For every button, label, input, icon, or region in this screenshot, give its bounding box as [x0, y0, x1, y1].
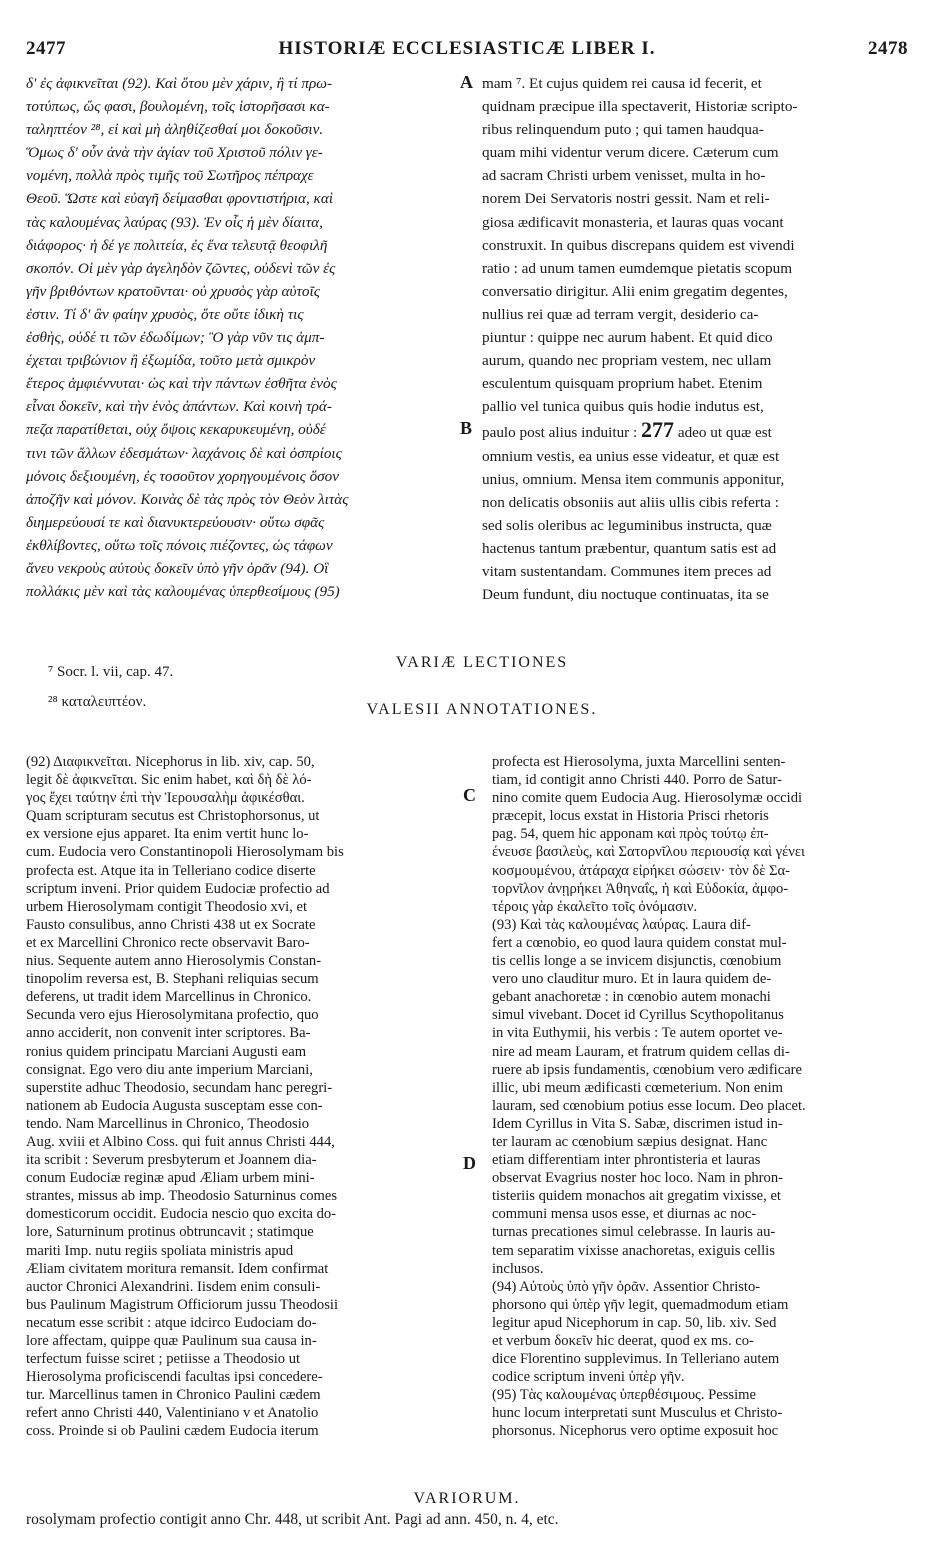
greek-text-line: ἄνευ νεκροὺς αὐτοὺς δοκεῖν ὑπὸ γῆν ὁρᾶν (94). Οἳ	[26, 559, 329, 577]
greek-text-line: ταληπτέον ²⁸, εἰ καὶ μὴ ἀληθίζεσθαί μοι δοκοῦσιν.	[26, 121, 324, 139]
annotation-line: Idem Cyrillus in Vita S. Sabæ, discrimen istud in-	[492, 1115, 783, 1132]
annotation-line: lore affectam, quippe quæ Paulinum sua causa in-	[26, 1333, 317, 1349]
annotation-line: strantes, missus ab imp. Theodosio Saturninus comes	[26, 1188, 338, 1205]
greek-text-line: τὰς καλουμένας λαύρας (93). Ἐν οἷς ἡ μὲν δίαιτα,	[26, 213, 323, 231]
annotation-line: tis cellis longe a se invicem disjunctis, cœnobium	[492, 953, 782, 970]
greek-text-line: διάφορος· ἡ δέ γε πολιτεία, ἐς ἕνα τελευτᾷ θεοφιλῆ	[26, 236, 328, 254]
margin-letter-c: C	[463, 785, 476, 805]
annotation-line: tendo. Nam Marcellinus in Chronico, Theodosio	[26, 1115, 310, 1132]
annotation-line: illic, ubi meum ædificasti cœmeterium. Non enim	[492, 1079, 784, 1096]
greek-text-line: πολλάκις μὲν καὶ τὰς καλουμένας ὑπερθεσίμους (95)	[26, 583, 340, 601]
page	[26, 38, 908, 1528]
variant-reading: ²⁸ καταλειπτέον.	[48, 694, 147, 710]
greek-text-line: Ὅμως δ' οὖν ἀνὰ τὴν ἁγίαν τοῦ Χριστοῦ πόλιν γε-	[26, 144, 323, 162]
annotation-line: τορνῖλον ἀνῃρήκει Ἀθηναΐς, ἡ καὶ Εὐδοκία, ἀμφο-	[492, 880, 789, 897]
main-text	[26, 72, 908, 632]
annotations	[26, 753, 908, 1440]
latin-text-line: sed solis oleribus ac leguminibus instructa, quæ	[482, 516, 772, 534]
annotation-line: legit δὲ ἀφικνεῖται. Sic enim habet, καὶ δὴ δὲ λό-	[26, 772, 312, 789]
annotation-line: etiam differentiam inter phrontisteria et lauras	[492, 1152, 761, 1169]
annotation-line: nationem ab Eudocia Augusta susceptam esse con-	[26, 1097, 323, 1114]
annotations-left-column	[26, 753, 454, 1441]
column-number: 277	[641, 418, 675, 443]
annotation-line: conum Eudociæ reginæ apud Æliam urbem mini-	[26, 1170, 315, 1187]
latin-text-line: conversatio dirigitur. Alii enim gregatim degentes,	[482, 282, 788, 300]
latin-text-line: nullius rei quæ ad terram vergit, desiderio ca-	[482, 305, 759, 323]
annotation-line: mariti Imp. nutu regiis spoliata ministris apud	[26, 1242, 294, 1259]
annotation-line: et ex Marcellini Chronico recte observavit Baro-	[26, 934, 310, 951]
greek-text-line: ἐσθὴς, οὐδέ τι τῶν ἐδωδίμων; Ὃ γὰρ νῦν τις ἀμπ-	[26, 329, 325, 347]
annotation-line: simul vivebant. Docet id Cyrillus Scythopolitanus	[492, 1007, 784, 1024]
annotation-line: inclusos.	[492, 1260, 544, 1277]
greek-text-line: γῆν βριθόντων κρατοῦνται· οὐ χρυσὸς γὰρ αὐτοῖς	[26, 282, 320, 300]
latin-text-line: norem Dei Servatoris nostri gessit. Nam et reli-	[482, 190, 770, 208]
annotation-line: lauram, sed cœnobium potius esse locum. Deo placet.	[492, 1097, 806, 1114]
latin-text-line: construxit. In quibus discrepans quidem est vivendi	[482, 236, 795, 254]
greek-text-line: έχεται τριβώνιον ἢ ἐξωμίδα, τοῦτο μετὰ σμικρὸν	[26, 352, 316, 370]
annotation-line: phorsono qui ὑπὲρ γῆν legit, quemadmodum etiam	[492, 1296, 789, 1313]
variae-lectiones-heading: VARIÆ LECTIONES	[395, 654, 569, 671]
annotation-line: tiam, id contigit anno Christi 440. Porro de Satur-	[492, 772, 782, 789]
annotation-line: tur. Marcellinus tamen in Chronico Paulini cædem	[26, 1387, 321, 1404]
annotation-line: γος ἔχει ταύτην ἐπὶ τὴν Ἱερουσαλὴμ ἀφικέσθαι.	[26, 790, 305, 807]
greek-text-line: εἶναι δοκεῖν, καὶ τὴν ἑνὸς ἁπάντων. Καὶ κοινὴ τρά-	[26, 398, 332, 416]
annotation-line: gebant anachoretæ : in cœnobio autem monachi	[492, 989, 771, 1006]
latin-text-line: mam ⁷. Et cujus quidem rei causa id fecerit, et	[482, 75, 762, 92]
annotation-line: terfectum fuisse sciret ; petiisse a Theodosio ut	[26, 1351, 301, 1368]
annotation-line: deferens, ut tradit idem Marcellinus in Chronico.	[26, 989, 312, 1006]
greek-text-line: ἕτερος ἀμφιέννυται· ὡς καὶ τὴν πάντων ἐσθῆτα ἑνὸς	[26, 375, 337, 393]
annotation-line: ex versione ejus apparet. Ita enim vertit hunc lo-	[26, 826, 309, 843]
annotation-line: fert a cœnobio, eo quod laura quidem constat mul-	[492, 934, 787, 951]
annotation-line: Aug. xviii et Albino Coss. qui fuit annus Christi 444,	[26, 1133, 335, 1150]
greek-text-line: ἀποζῆν καὶ μόνον. Κοινὰς δὲ τὰς πρὸς τὸν Θεὸν λιτὰς	[26, 490, 349, 508]
latin-text-line: ribus relinquendum puto ; qui tamen haudqua-	[482, 121, 764, 139]
annotation-line: nire ad meam Lauram, et fratrum quidem cellas di-	[492, 1043, 790, 1060]
annotation-line: ένευσε βασιλεὺς, καὶ Σατορνῖλου περιουσίᾳ καὶ γένει	[492, 844, 805, 861]
annotation-line: phorsonus. Nicephorus vero optime exposuit hoc	[492, 1423, 779, 1440]
latin-text-line: Deum fundunt, diu noctuque continuatas, ita se	[482, 586, 769, 604]
annotation-line: coss. Proinde si ob Paulini cædem Eudocia iterum	[26, 1423, 319, 1440]
annotation-line: anno acciderit, non convenit inter scriptores. Ba-	[26, 1025, 311, 1042]
annotation-line: in vita Euthymii, his verbis : Te autem oportet ve-	[492, 1025, 783, 1042]
margin-letter-d: D	[463, 1153, 476, 1173]
annotation-line: (95) Τὰς καλουμένας ὑπερθέσιμους. Pessime	[492, 1387, 756, 1404]
page-title: HISTORIÆ ECCLESIASTICÆ LIBER I.	[278, 38, 656, 59]
greek-text-line: Θεοῦ. Ὥστε καὶ εὐαγῆ δείμασθαι φροντιστήρια, καὶ	[26, 190, 334, 208]
annotation-line: refert anno Christi 440, Valentiniano v et Anatolio	[26, 1405, 319, 1422]
greek-text-line: μόνοις δεξιουμένη, ἐς τοσοῦτον χορηγουμένοις ὅσον	[26, 467, 340, 485]
annotation-line: Secunda vero ejus Hierosolymitana profectio, quo	[26, 1007, 319, 1024]
greek-text-line: ἐστιν. Τί δ' ἂν φαίην χρυσὸς, ὅτε οὔτε ἰδικὴ τις	[26, 305, 304, 323]
greek-text-line: δ' ἐς ἀφικνεῖται (92). Καὶ ὅτου μὲν χάριν, ἢ τί πρω-	[26, 75, 333, 92]
annotation-line: vero uno clauditur muro. Et in laura quidem de-	[492, 971, 772, 988]
annotation-line: Fausto consulibus, anno Christi 438 ut ex Socrate	[26, 916, 316, 933]
annotation-line: cum. Eudocia vero Constantinopoli Hierosolymam bis	[26, 844, 344, 861]
footnote-socrates: ⁷ Socr. l. vii, cap. 47.	[48, 664, 174, 680]
greek-text-line: νομένη, πολλὰ πρὸς τιμῆς τοῦ Σωτῆρος πέπραχε	[26, 167, 314, 185]
annotation-line: ronius quidem principatu Marciani Augusti eam	[26, 1043, 307, 1060]
latin-text-line: quam mihi videntur verum dicere. Cæterum cum	[482, 144, 779, 162]
latin-text-line: vitam sustentandam. Communes item preces ad	[482, 562, 772, 580]
annotation-line: domesticorum occidit. Eudocia nescio quo excita do-	[26, 1206, 337, 1223]
annotation-line: tisteriis quidem monachos ait gregatim vixisse, et	[492, 1188, 781, 1205]
annotation-line: κοσμουμένου, ἀτάραχα εἰρήκει σώσειν· τὸν δὲ Σα-	[492, 862, 791, 879]
annotation-line: ita scribit : Severum presbyterum et Joannem dia-	[26, 1152, 317, 1169]
annotation-line: legitur apud Nicephorum in cap. 50, lib. xiv. Sed	[492, 1314, 777, 1331]
latin-text-column	[482, 72, 908, 606]
annotation-line: (93) Καὶ τὰς καλουμένας λαύρας. Laura dif-	[492, 916, 751, 933]
page-number-left: 2477	[26, 38, 66, 59]
annotation-line: præcepit, locus exstat in Historia Prisci rhetoris	[492, 808, 769, 825]
annotation-line: (94) Αὐτοὺς ὑπὸ γῆν ὁρᾶν. Assentior Christo-	[492, 1278, 761, 1295]
annotation-line: dice Florentino supplevimus. In Telleriano autem	[492, 1351, 780, 1368]
annotation-line: ruere ab ipsis fundamentis, cœnobium vero ædificare	[492, 1061, 803, 1078]
annotations-right-column	[492, 753, 908, 1441]
greek-text-column	[26, 72, 454, 603]
annotation-line: tem separatim vixisse anachoretas, exiguis cellis	[492, 1242, 775, 1259]
annotation-line: lore, Saturninum protinus obtruncavit ; statimque	[26, 1224, 314, 1241]
valesii-annotationes-heading: VALESII ANNOTATIONES.	[366, 701, 598, 718]
annotation-line: necatum esse scribit : atque idcirco Eudociam do-	[26, 1314, 317, 1331]
latin-text-line: hactenus tantum præbentur, quantum satis est ad	[482, 539, 777, 557]
latin-text-line: quidnam præcipue illa spectaverit, Historiæ scripto-	[482, 98, 798, 116]
margin-letter-b: B	[460, 418, 473, 438]
annotation-line: Hierosolyma proficiscendi facultas ipsi concedere-	[26, 1369, 323, 1386]
greek-text-line: διημερεύουσί τε καὶ διανυκτερεύουσιν· οὕτω σφᾶς	[26, 513, 325, 531]
latin-text-fragment: adeo ut quæ est	[677, 424, 772, 442]
annotation-line: Quam scripturam secutus est Christophorsonus, ut	[26, 808, 320, 825]
annotation-line: ter lauram ac cœnobium sæpius designat. Hanc	[492, 1133, 768, 1150]
annotation-line: et verbum δοκεῖν hic deerat, quod ex ms. co-	[492, 1333, 754, 1349]
annotation-line: nino comite quem Eudocia Aug. Hierosolymæ occidi	[492, 790, 803, 807]
greek-text-line: σκοπόν. Οἱ μὲν γὰρ ἀγεληδὸν ζῶντες, οὐδενὶ τῶν ἐς	[26, 259, 336, 277]
page-number-right: 2478	[868, 38, 908, 59]
annotation-line: bus Paulinum Magistrum Officiorum jussu Theodosii	[26, 1296, 339, 1313]
running-head	[26, 38, 908, 72]
annotation-line: communi mensa usos esse, et diurnas ac noc-	[492, 1206, 757, 1223]
annotation-line: pag. 54, quem hic apponam καὶ πρὸς τούτῳ ἐπ-	[492, 826, 769, 843]
annotation-line: Æliam civitatem moritura remansit. Idem confirmat	[26, 1260, 329, 1277]
annotation-line: profecta est Hierosolyma, juxta Marcellini senten-	[492, 754, 786, 770]
latin-text-line: esculentum quisquam proprium habet. Etenim	[482, 375, 763, 393]
latin-text-line	[482, 418, 908, 444]
annotation-line: auctor Chronici Alexandrini. Iisdem enim consuli-	[26, 1278, 321, 1295]
annotation-line: observat Evagrius noster hoc loco. Nam in phron-	[492, 1170, 783, 1187]
latin-text-line: pallio vel tunica quibus quis hodie indutus est,	[482, 398, 764, 416]
annotation-line: tinopolim reversa est, B. Stephani reliquias secum	[26, 971, 319, 988]
annotation-line: (92) Διαφικνεῖται. Nicephorus in lib. xiv, cap. 50,	[26, 754, 315, 770]
annotation-line: turnas precationes simul celebrasse. In lauris au-	[492, 1224, 776, 1241]
annotation-line: urbem Hierosolymam contigit Theodosio xvi, et	[26, 898, 308, 915]
variorum-heading: VARIORUM.	[413, 1490, 521, 1507]
annotation-line: superstite adhuc Theodosio, secundam hanc peregri-	[26, 1079, 333, 1096]
latin-text-fragment: paulo post alius induitur :	[482, 424, 638, 442]
latin-text-line: aurum, quando nec propriam vestem, nec ullam	[482, 352, 772, 370]
latin-text-line: omnium vestis, ea unius esse videatur, et quæ est	[482, 447, 780, 465]
greek-text-line: τινι τῶν ἄλλων ἐδεσμάτων· λαχάνοις δὲ καὶ ὀσπρίοις	[26, 444, 342, 462]
annotation-line: profecta est. Atque ita in Telleriano codice diserte	[26, 862, 316, 879]
greek-text-line: τοτύπως, ὥς φασι, βουλομένη, τοῖς ἱστορῆσασι κα-	[26, 98, 330, 116]
latin-text-line: giosa ædificavit monasteria, et lauras quas vocant	[482, 213, 784, 231]
greek-text-line: ἐκθλίβοντες, οὕτω τοῖς πόνοις πιέζοντες, ὡς τάφων	[26, 536, 333, 554]
annotation-line: τέροις γὰρ ἐκαλεῖτο τοῖς ὀνόμασιν.	[492, 898, 698, 915]
annotation-line: scriptum inveni. Prior quidem Eudociæ profectio ad	[26, 880, 330, 897]
annotation-line: nius. Sequente autem anno Hierosolymis Constan-	[26, 953, 322, 970]
annotation-line: codice scriptum inveni ὑπὲρ γῆν.	[492, 1369, 685, 1386]
annotation-line: hunc locum interpretati sunt Musculus et Christo-	[492, 1405, 783, 1422]
latin-text-line: piuntur : quippe nec aurum habent. Et quid dico	[482, 329, 773, 347]
variorum-note: rosolymam profectio contigit anno Chr. 448, ut scribit Ant. Pagi ad ann. 450, n. 4, etc.	[26, 1511, 559, 1528]
latin-text-line: ad sacram Christi urbem venisset, multa in ho-	[482, 167, 766, 185]
latin-text-line: non delicatis obsoniis aut aliis ullis cibis referta :	[482, 493, 779, 511]
greek-text-line: πεζα παρατίθεται, οὐχ ὄψοις κεκαρυκευμένη, οὐδέ	[26, 421, 326, 439]
annotation-line: consignat. Ego vero diu ante imperium Marciani,	[26, 1061, 313, 1078]
latin-text-line: ratio : ad unum tamen eumdemque pietatis scopum	[482, 259, 793, 277]
margin-letter-a: A	[460, 72, 473, 92]
latin-text-line: unius, omnium. Mensa item communis apponitur,	[482, 470, 785, 488]
